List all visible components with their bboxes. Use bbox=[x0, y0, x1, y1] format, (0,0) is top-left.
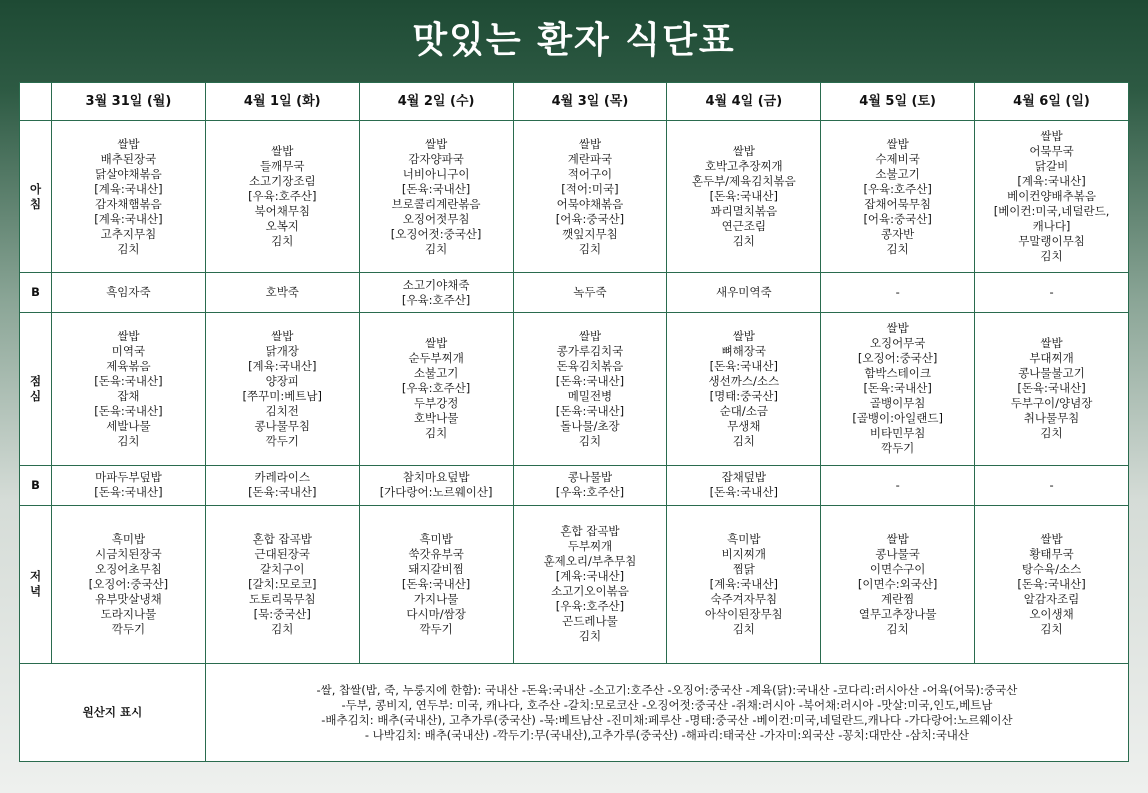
menu-item: 김치 bbox=[425, 241, 448, 256]
menu-cell bbox=[513, 505, 667, 663]
meal-label bbox=[20, 273, 52, 313]
menu-item: [계육:국내산] bbox=[94, 211, 163, 226]
menu-item: 뼈해장국 bbox=[721, 343, 767, 358]
menu-item: 쌀밥 bbox=[732, 144, 755, 159]
menu-item: - bbox=[1049, 477, 1054, 492]
menu-item: 쌀밥 bbox=[886, 321, 909, 336]
menu-item: 김치 bbox=[1040, 249, 1063, 264]
menu-cell bbox=[513, 465, 667, 505]
menu-cell bbox=[667, 505, 821, 663]
menu-item: 쑥갓유부국 bbox=[408, 546, 464, 561]
menu-item: [우육:호주산] bbox=[248, 189, 317, 204]
menu-item: [돈육:국내산] bbox=[1017, 576, 1086, 591]
menu-item: 깻잎지무침 bbox=[562, 226, 618, 241]
menu-item: 함박스테이크 bbox=[864, 366, 931, 381]
menu-item: [계육:국내산] bbox=[248, 358, 317, 373]
menu-item: 김치 bbox=[578, 433, 602, 448]
menu-item: 오이생채 bbox=[1029, 606, 1074, 621]
menu-item: 김치 bbox=[117, 241, 140, 256]
origin-label: 원산지 표시 bbox=[20, 664, 206, 762]
morning-snack-row bbox=[20, 273, 1129, 313]
meal-label-char: 침 bbox=[29, 196, 42, 211]
menu-cell bbox=[667, 313, 821, 465]
menu-item: 돈육김치볶음 bbox=[556, 358, 624, 373]
menu-item: 너비아니구이 bbox=[402, 166, 470, 181]
menu-item: 열무고추장나물 bbox=[858, 606, 937, 621]
menu-item: - bbox=[1049, 285, 1054, 300]
menu-cell bbox=[513, 121, 667, 273]
lunch-row bbox=[20, 313, 1129, 465]
menu-item: 감자양파국 bbox=[408, 151, 464, 166]
menu-item: 돼지갈비찜 bbox=[408, 561, 464, 576]
menu-item: 무생채 bbox=[727, 418, 761, 433]
menu-item: 훈제오리/부추무침 bbox=[543, 554, 637, 569]
menu-cell bbox=[359, 313, 513, 465]
menu-item: 쌀밥 bbox=[1040, 531, 1063, 546]
menu-item: 도라지나물 bbox=[100, 606, 157, 621]
menu-item: 무말랭이무침 bbox=[1018, 234, 1085, 249]
menu-cell bbox=[513, 313, 667, 465]
corner-cell bbox=[20, 83, 52, 121]
menu-item: 소불고기 bbox=[413, 366, 459, 381]
menu-item: 콩가루김치국 bbox=[556, 343, 624, 358]
menu-item: 참치마요덮밥 bbox=[402, 470, 470, 485]
menu-item: 김치전 bbox=[265, 403, 299, 418]
menu-item: 깍두기 bbox=[265, 433, 299, 448]
menu-item: 쌀밥 bbox=[1040, 336, 1063, 351]
menu-cell bbox=[52, 273, 206, 313]
menu-cell bbox=[667, 465, 821, 505]
menu-item: 닭갈비 bbox=[1034, 159, 1069, 174]
menu-item: 쌀밥 bbox=[732, 328, 755, 343]
menu-item: 캐나다] bbox=[1032, 219, 1071, 234]
menu-item: 쌀밥 bbox=[578, 136, 602, 151]
menu-item: [골뱅이:아일랜드] bbox=[852, 411, 943, 426]
menu-item: 순두부찌개 bbox=[408, 351, 464, 366]
menu-item: 브로콜리계란볶음 bbox=[391, 196, 481, 211]
meal-label-char: 아 bbox=[29, 181, 42, 196]
menu-item: 돌나물/초장 bbox=[560, 418, 620, 433]
breakfast-row bbox=[20, 121, 1129, 273]
menu-item: 들깨무국 bbox=[260, 159, 305, 174]
menu-item: 김치 bbox=[1040, 621, 1063, 636]
menu-item: 흑임자죽 bbox=[106, 285, 151, 300]
menu-item: 호박죽 bbox=[265, 285, 299, 300]
menu-item: [돈육:국내산] bbox=[555, 373, 625, 388]
menu-cell bbox=[821, 273, 975, 313]
menu-item: 다시마/쌈장 bbox=[406, 606, 466, 621]
menu-item: 녹두죽 bbox=[573, 285, 607, 300]
menu-item: 깍두기 bbox=[419, 621, 453, 636]
menu-item: 김치 bbox=[271, 621, 294, 636]
menu-item: 잡채덮밥 bbox=[721, 470, 767, 485]
menu-cell bbox=[821, 505, 975, 663]
menu-item: 쌀밥 bbox=[1040, 129, 1063, 144]
menu-item: 숙주겨자무침 bbox=[710, 591, 778, 606]
menu-item: [돈육:국내산] bbox=[94, 403, 163, 418]
menu-item: 혼합 잡곡밥 bbox=[252, 531, 312, 546]
menu-item: [돈육:국내산] bbox=[248, 485, 317, 500]
menu-item: 김치 bbox=[1040, 426, 1063, 441]
menu-item: 북어채무침 bbox=[254, 204, 311, 219]
menu-cell bbox=[975, 121, 1129, 273]
menu-item: 감자채햄볶음 bbox=[95, 196, 162, 211]
menu-item: [어육:중국산] bbox=[863, 211, 932, 226]
menu-item: [돈육:국내산] bbox=[863, 381, 932, 396]
menu-item: 닭살야채볶음 bbox=[95, 166, 162, 181]
page-title: 맛있는 환자 식단표 bbox=[412, 20, 736, 61]
menu-item: [계육:국내산] bbox=[1017, 174, 1086, 189]
menu-item: 갈치구이 bbox=[260, 561, 305, 576]
menu-item: 유부맛살냉채 bbox=[95, 591, 162, 606]
menu-item: 콩자반 bbox=[880, 226, 915, 241]
menu-cell bbox=[52, 505, 206, 663]
meal-label-char: B bbox=[31, 285, 40, 300]
menu-item: [우육:호주산] bbox=[401, 292, 471, 307]
menu-item: 시금치된장국 bbox=[95, 546, 162, 561]
menu-item: 쌀밥 bbox=[271, 144, 294, 159]
menu-item: 베이컨양배추볶음 bbox=[1007, 189, 1096, 204]
menu-item: 김치 bbox=[425, 426, 448, 441]
menu-item: [이면수:외국산] bbox=[857, 576, 938, 591]
menu-cell bbox=[821, 313, 975, 465]
menu-item: 소고기장조림 bbox=[248, 174, 316, 189]
menu-item: 찜닭 bbox=[732, 561, 755, 576]
menu-item: 흑미밥 bbox=[727, 531, 761, 546]
menu-item: [돈육:국내산] bbox=[709, 358, 778, 373]
menu-cell bbox=[821, 465, 975, 505]
menu-item: [돈육:국내산] bbox=[555, 403, 625, 418]
menu-item: 소불고기 bbox=[875, 166, 920, 181]
menu-item: 비지찌개 bbox=[721, 546, 767, 561]
menu-item: [우육:호주산] bbox=[555, 599, 625, 614]
menu-item: [계육:국내산] bbox=[555, 569, 625, 584]
menu-item: [돈육:국내산] bbox=[1017, 381, 1086, 396]
menu-item: 고추지무침 bbox=[100, 226, 157, 241]
menu-item: [우육:호주산] bbox=[555, 485, 625, 500]
menu-item: [묵:중국산] bbox=[253, 606, 311, 621]
menu-item: 호박고추장찌개 bbox=[704, 159, 783, 174]
menu-item: 흑미밥 bbox=[111, 531, 146, 546]
menu-item: 탕수육/소스 bbox=[1021, 561, 1082, 576]
menu-item: 카레라이스 bbox=[254, 470, 311, 485]
menu-item: 소고기야채죽 bbox=[402, 277, 470, 292]
menu-item: 오징어초무침 bbox=[95, 561, 162, 576]
menu-item: 김치 bbox=[578, 241, 602, 256]
menu-item: 혼두부/제육김치볶음 bbox=[691, 174, 796, 189]
menu-item: 미역국 bbox=[111, 343, 146, 358]
menu-item: 소고기오이볶음 bbox=[551, 584, 629, 599]
origin-row bbox=[20, 664, 1129, 762]
menu-item: 잡채어묵무침 bbox=[864, 196, 931, 211]
menu-item: 양장피 bbox=[265, 373, 299, 388]
day-header: 4월 5일 (토) bbox=[821, 83, 975, 121]
meal-label-char: 심 bbox=[29, 388, 42, 403]
dinner-row bbox=[20, 505, 1129, 663]
meal-menu-table bbox=[19, 82, 1129, 762]
menu-item: - bbox=[895, 285, 900, 300]
menu-item: 수제비국 bbox=[875, 151, 920, 166]
menu-item: [돈육:국내산] bbox=[401, 181, 471, 196]
menu-item: 김치 bbox=[732, 621, 755, 636]
menu-item: 쌀밥 bbox=[886, 531, 909, 546]
menu-item: 두부찌개 bbox=[567, 539, 613, 554]
menu-item: [우육:호주산] bbox=[401, 381, 471, 396]
meal-label-char: B bbox=[31, 477, 40, 492]
menu-item: 콩나물무침 bbox=[254, 418, 311, 433]
menu-item: [적어:미국] bbox=[561, 181, 619, 196]
menu-item: 깍두기 bbox=[111, 621, 146, 636]
menu-item: 김치 bbox=[886, 241, 909, 256]
menu-cell bbox=[52, 313, 206, 465]
menu-item: 김치 bbox=[886, 621, 909, 636]
menu-item: [우육:호주산] bbox=[863, 181, 932, 196]
header-row bbox=[20, 83, 1129, 121]
meal-label bbox=[20, 505, 52, 663]
menu-item: 부대찌개 bbox=[1029, 351, 1074, 366]
menu-item: 마파두부덮밥 bbox=[95, 470, 162, 485]
menu-cell bbox=[975, 273, 1129, 313]
menu-item: [명태:중국산] bbox=[709, 388, 778, 403]
menu-cell bbox=[667, 121, 821, 273]
menu-item: 메밀전병 bbox=[567, 388, 613, 403]
menu-cell bbox=[359, 465, 513, 505]
menu-cell bbox=[359, 121, 513, 273]
menu-item: 두부강정 bbox=[413, 396, 459, 411]
menu-item: 콩나물밥 bbox=[567, 470, 613, 485]
origin-line: -쌀, 찹쌀(밥, 죽, 누룽지에 한함): 국내산 -돈육:국내산 -소고기:호주산 -오징어:중국산 -계육(닭):국내산 -코다리:러시아산 -어육(어묵):중국산 bbox=[316, 682, 1018, 697]
menu-item: 쌀밥 bbox=[117, 328, 140, 343]
menu-item: [돈육:국내산] bbox=[709, 485, 778, 500]
menu-item: 비타민무침 bbox=[869, 426, 926, 441]
menu-item: 배추된장국 bbox=[100, 151, 157, 166]
menu-item: [돈육:국내산] bbox=[94, 485, 163, 500]
menu-item: [오징어:중국산] bbox=[88, 576, 169, 591]
menu-item: 콩나물불고기 bbox=[1018, 366, 1085, 381]
menu-item: 닭개장 bbox=[265, 343, 299, 358]
menu-cell bbox=[975, 465, 1129, 505]
afternoon-snack-row bbox=[20, 465, 1129, 505]
menu-item: 아삭이된장무침 bbox=[704, 606, 783, 621]
menu-item: 오복지 bbox=[265, 219, 299, 234]
day-header: 4월 4일 (금) bbox=[667, 83, 821, 121]
menu-cell bbox=[359, 505, 513, 663]
menu-cell bbox=[205, 121, 359, 273]
origin-line: -배추김치: 배추(국내산), 고추가루(중국산) -묵:베트남산 -진미채:페루산 -명태:중국산 -베이컨:미국,네덜란드,캐나다 -가다랑어:노르웨이산 bbox=[321, 712, 1013, 727]
menu-item: 골뱅이무침 bbox=[869, 396, 926, 411]
menu-item: 가지나물 bbox=[413, 591, 459, 606]
menu-item: 계란찜 bbox=[880, 591, 915, 606]
menu-item: 두부구이/양념장 bbox=[1010, 396, 1093, 411]
day-header: 4월 6일 (일) bbox=[975, 83, 1129, 121]
menu-cell bbox=[359, 273, 513, 313]
menu-item: 쌀밥 bbox=[578, 328, 602, 343]
meal-label bbox=[20, 313, 52, 465]
menu-cell bbox=[52, 121, 206, 273]
menu-cell bbox=[667, 273, 821, 313]
meal-label-char: 녁 bbox=[29, 584, 42, 599]
menu-cell bbox=[975, 313, 1129, 465]
menu-item: 적어구이 bbox=[567, 166, 613, 181]
menu-item: 꽈리멸치볶음 bbox=[710, 204, 778, 219]
menu-item: [계육:국내산] bbox=[709, 576, 778, 591]
menu-item: 새우미역죽 bbox=[716, 285, 772, 300]
menu-cell bbox=[513, 273, 667, 313]
menu-item: 잡채 bbox=[117, 388, 140, 403]
menu-item: 계란파국 bbox=[567, 151, 613, 166]
day-header: 4월 3일 (목) bbox=[513, 83, 667, 121]
menu-item: 알감자조림 bbox=[1023, 591, 1080, 606]
menu-item: 쌀밥 bbox=[425, 136, 448, 151]
menu-item: [갈치:모로코] bbox=[248, 576, 317, 591]
menu-item: 순대/소금 bbox=[719, 403, 768, 418]
menu-item: 콩나물국 bbox=[875, 546, 920, 561]
meal-label-char: 점 bbox=[29, 373, 42, 388]
menu-item: [가다랑어:노르웨이산] bbox=[379, 485, 493, 500]
day-header: 4월 2일 (수) bbox=[359, 83, 513, 121]
menu-item: [계육:국내산] bbox=[94, 181, 163, 196]
menu-item: 김치 bbox=[271, 234, 294, 249]
menu-item: [어육:중국산] bbox=[555, 211, 625, 226]
menu-item: 도토리묵무침 bbox=[248, 591, 316, 606]
menu-item: 취나물무침 bbox=[1023, 411, 1080, 426]
origin-text bbox=[205, 664, 1128, 762]
menu-item: 이면수구이 bbox=[869, 561, 926, 576]
menu-item: 오징어젓무침 bbox=[402, 211, 470, 226]
menu-cell bbox=[205, 505, 359, 663]
menu-item: 김치 bbox=[578, 629, 602, 644]
menu-item: 곤드레나물 bbox=[562, 614, 618, 629]
meal-label bbox=[20, 121, 52, 273]
menu-cell bbox=[205, 313, 359, 465]
menu-item: 쌀밥 bbox=[425, 336, 448, 351]
menu-item: 어묵무국 bbox=[1029, 144, 1074, 159]
menu-item: [쭈꾸미:베트남] bbox=[242, 388, 323, 403]
menu-cell bbox=[821, 121, 975, 273]
origin-line: -두부, 콩비지, 연두부: 미국, 캐나다, 호주산 -갈치:모로코산 -오징어젓:중국산 -쥐채:러시아 -북어채:러시아 -맛살:미국,인도,베트남 bbox=[341, 697, 993, 712]
menu-item: 흑미밥 bbox=[419, 531, 453, 546]
menu-item: - bbox=[895, 477, 900, 492]
menu-item: 근대된장국 bbox=[254, 546, 311, 561]
menu-item: 깍두기 bbox=[880, 441, 915, 456]
menu-item: [베이컨:미국,네덜란드, bbox=[993, 204, 1110, 219]
menu-item: 생선까스/소스 bbox=[708, 373, 780, 388]
menu-item: 쌀밥 bbox=[271, 328, 294, 343]
menu-item: [오징어젓:중국산] bbox=[390, 226, 482, 241]
meal-label-char: 저 bbox=[29, 569, 42, 584]
menu-item: 제육볶음 bbox=[106, 358, 151, 373]
menu-item: [오징어:중국산] bbox=[857, 351, 938, 366]
menu-cell bbox=[205, 273, 359, 313]
menu-item: 연근조림 bbox=[721, 219, 767, 234]
menu-item: 쌀밥 bbox=[886, 136, 909, 151]
menu-item: [돈육:국내산] bbox=[94, 373, 163, 388]
day-header: 3월 31일 (월) bbox=[52, 83, 206, 121]
menu-item: 쌀밥 bbox=[117, 136, 140, 151]
menu-item: 김치 bbox=[732, 234, 755, 249]
menu-cell bbox=[975, 505, 1129, 663]
menu-cell bbox=[52, 465, 206, 505]
meal-label bbox=[20, 465, 52, 505]
menu-item: 어묵야채볶음 bbox=[556, 196, 624, 211]
origin-line: - 나박김치: 배추(국내산) -깍두기:무(국내산),고추가루(중국산) -해파리:태국산 -가자미:외국산 -꽁치:대만산 -삼치:국내산 bbox=[364, 727, 970, 742]
day-header: 4월 1일 (화) bbox=[205, 83, 359, 121]
menu-item: 호박나물 bbox=[413, 411, 459, 426]
menu-item: 김치 bbox=[732, 433, 755, 448]
menu-cell bbox=[205, 465, 359, 505]
menu-item: 황태무국 bbox=[1029, 546, 1074, 561]
menu-item: [돈육:국내산] bbox=[401, 576, 471, 591]
menu-item: 김치 bbox=[117, 433, 140, 448]
menu-item: 혼합 잡곡밥 bbox=[560, 524, 620, 539]
menu-item: [돈육:국내산] bbox=[709, 189, 778, 204]
menu-item: 오징어무국 bbox=[869, 336, 926, 351]
menu-item: 세발나물 bbox=[106, 418, 151, 433]
